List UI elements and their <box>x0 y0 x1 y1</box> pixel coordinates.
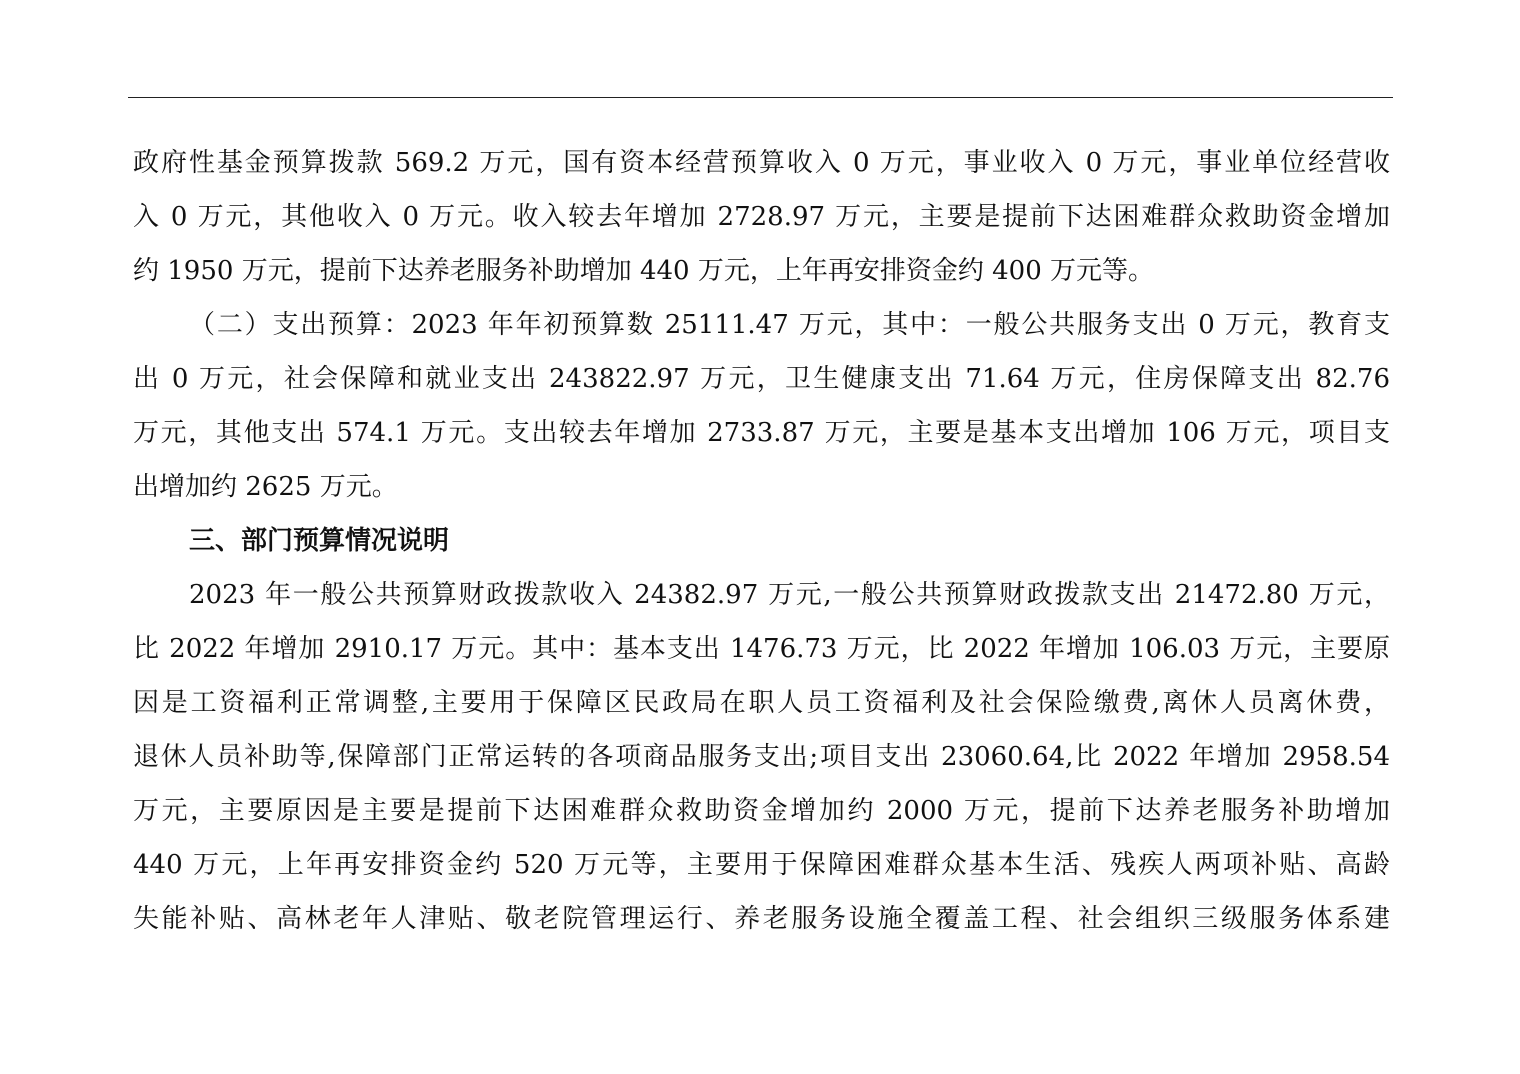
text-line: 因是工资福利正常调整,主要用于保障区民政局在职人员工资福利及社会保险缴费,离休人员离休费， <box>133 688 1390 718</box>
text-line: 政府性基金预算拨款 569.2 万元，国有资本经营预算收入 0 万元，事业收入 0 万元，事业单位经营收 <box>133 148 1390 178</box>
document-body <box>133 136 1390 946</box>
text-line: 2023 年一般公共预算财政拨款收入 24382.97 万元,一般公共预算财政拨款支出 21472.80 万元， <box>189 580 1390 610</box>
text-line: 约 1950 万元，提前下达养老服务补助增加 440 万元，上年再安排资金约 400 万元等。 <box>133 256 1155 286</box>
text-line: 出增加约 2625 万元。 <box>133 472 398 502</box>
text-line: 比 2022 年增加 2910.17 万元。其中：基本支出 1476.73 万元，比 2022 年增加 106.03 万元，主要原 <box>133 634 1390 664</box>
text-line: 万元，其他支出 574.1 万元。支出较去年增加 2733.87 万元，主要是基本支出增加 106 万元，项目支 <box>133 418 1390 448</box>
text-line: 入 0 万元，其他收入 0 万元。收入较去年增加 2728.97 万元，主要是提前下达困难群众救助资金增加 <box>133 202 1390 232</box>
text-line: 440 万元，上年再安排资金约 520 万元等，主要用于保障困难群众基本生活、残疾人两项补贴、高龄 <box>133 850 1390 880</box>
paragraph-expense-budget <box>133 298 1390 514</box>
header-rule <box>128 97 1393 98</box>
text-line: 退休人员补助等,保障部门正常运转的各项商品服务支出;项目支出 23060.64,比 2022 年增加 2958.54 <box>133 742 1390 772</box>
paragraph-section-3 <box>133 568 1390 946</box>
paragraph-income-continued <box>133 136 1390 298</box>
text-line: 失能补贴、高林老年人津贴、敬老院管理运行、养老服务设施全覆盖工程、社会组织三级服务体系建 <box>133 904 1390 934</box>
text-line: 出 0 万元，社会保障和就业支出 243822.97 万元，卫生健康支出 71.64 万元，住房保障支出 82.76 <box>133 364 1390 394</box>
text-line: 万元，主要原因是主要是提前下达困难群众救助资金增加约 2000 万元，提前下达养老服务补助增加 <box>133 796 1390 826</box>
section-heading: 三、部门预算情况说明 <box>189 526 450 556</box>
text-line: （二）支出预算：2023 年年初预算数 25111.47 万元，其中：一般公共服务支出 0 万元，教育支 <box>189 310 1390 340</box>
